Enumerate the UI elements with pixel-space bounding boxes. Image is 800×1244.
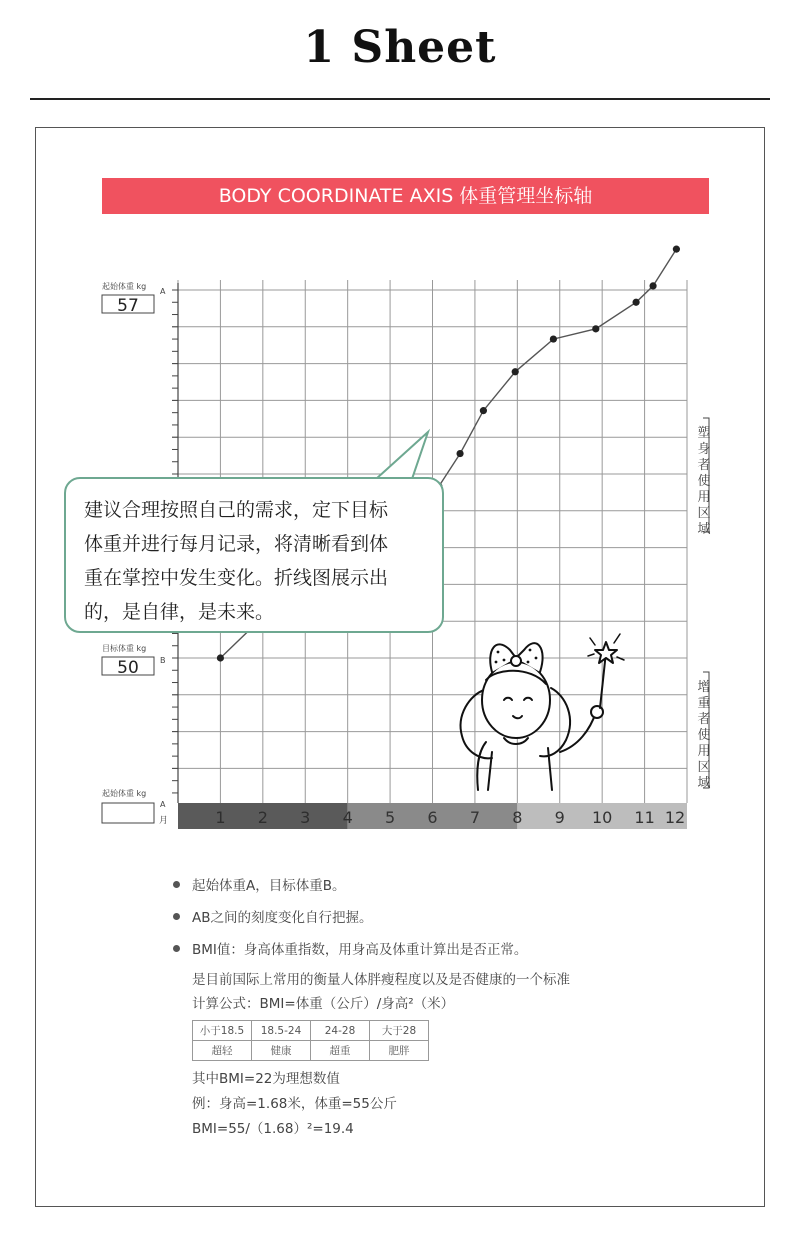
zone-char: 者 bbox=[697, 458, 711, 473]
zone-char: 使 bbox=[697, 474, 711, 489]
weight-point bbox=[456, 450, 463, 457]
weight-point bbox=[649, 282, 656, 289]
hand bbox=[591, 706, 603, 718]
bmi-range: 24-28 bbox=[311, 1021, 370, 1041]
bmi-category: 肥胖 bbox=[370, 1041, 429, 1061]
weight-point bbox=[217, 654, 224, 661]
lower-zone-label bbox=[693, 680, 715, 792]
bmi-category: 超轻 bbox=[193, 1041, 252, 1061]
note-item bbox=[170, 936, 650, 968]
note-text: BMI值：身高体重指数，用身高及体重计算出是否正常。 bbox=[192, 942, 528, 958]
bmi-range: 小于18.5 bbox=[193, 1021, 252, 1041]
bullet-dot bbox=[173, 881, 180, 888]
note-text: 起始体重A，目标体重B。 bbox=[192, 878, 346, 894]
zone-char: 域 bbox=[697, 776, 711, 791]
weight-point bbox=[550, 335, 557, 342]
month-tick-label: 1 bbox=[215, 808, 226, 827]
bottom-weight-label: 起始体重 kg bbox=[102, 789, 147, 798]
bullet-dot bbox=[173, 945, 180, 952]
month-tick-label: 12 bbox=[664, 808, 686, 827]
face bbox=[482, 662, 550, 738]
bmi-formula: 计算公式：BMI=体重（公斤）/身高²（米） bbox=[192, 996, 455, 1012]
zone-char: 者 bbox=[697, 712, 711, 727]
zone-char: 域 bbox=[697, 522, 711, 537]
month-tick-label: 5 bbox=[384, 808, 396, 827]
zone-char: 用 bbox=[697, 490, 711, 505]
month-tick-label: 8 bbox=[512, 808, 523, 827]
zone-char: 塑 bbox=[697, 426, 711, 441]
bmi-example: 例：身高=1.68米，体重=55公斤 bbox=[192, 1096, 397, 1112]
arm-left bbox=[477, 742, 486, 790]
zone-char: 区 bbox=[697, 506, 711, 521]
zone-char: 增 bbox=[697, 680, 711, 695]
bmi-ideal: 其中BMI=22为理想数值 bbox=[192, 1071, 340, 1087]
month-tick-label: 6 bbox=[427, 808, 438, 827]
bubble-line: 的，是自律，是未来。 bbox=[84, 601, 275, 623]
month-tick-label: 3 bbox=[300, 808, 311, 827]
bubble-line: 建议合理按照自己的需求，定下目标 bbox=[84, 499, 389, 521]
bmi-category: 超重 bbox=[311, 1041, 370, 1061]
month-tick-label: 9 bbox=[554, 808, 565, 827]
zone-char: 用 bbox=[697, 744, 711, 759]
start-weight-label: 起始体重 kg bbox=[102, 282, 147, 291]
month-tick-label: 7 bbox=[469, 808, 481, 827]
month-tick-label: 11 bbox=[634, 808, 655, 827]
axis-letter-b: B bbox=[160, 656, 166, 665]
axis-letter-a-top: A bbox=[160, 287, 166, 296]
zone-char: 区 bbox=[697, 760, 711, 775]
notes-section bbox=[170, 872, 650, 1142]
weight-point bbox=[673, 246, 680, 253]
bmi-table bbox=[192, 1020, 429, 1061]
bubble-line: 体重并进行每月记录，将清晰看到体 bbox=[84, 533, 389, 555]
weight-point bbox=[480, 407, 487, 414]
note-item bbox=[170, 872, 650, 904]
bmi-calculation: BMI=55/（1.68）²=19.4 bbox=[192, 1121, 354, 1137]
bubble-line: 重在掌控中发生变化。折线图展示出 bbox=[84, 567, 389, 589]
bmi-standard: 是目前国际上常用的衡量人体胖瘦程度以及是否健康的一个标准 bbox=[192, 972, 570, 988]
weight-point bbox=[512, 368, 519, 375]
target-weight-label: 目标体重 kg bbox=[102, 644, 147, 653]
month-tick-label: 4 bbox=[342, 808, 353, 827]
bullet-dot bbox=[173, 913, 180, 920]
month-tick-label: 2 bbox=[257, 808, 268, 827]
upper-zone-label bbox=[693, 426, 715, 538]
bmi-category: 健康 bbox=[252, 1041, 311, 1061]
month-tick-label: 10 bbox=[591, 808, 613, 827]
advice-bubble bbox=[64, 477, 444, 633]
zone-char: 重 bbox=[697, 696, 711, 711]
weight-point bbox=[592, 325, 599, 332]
bottom-weight-box bbox=[102, 803, 154, 823]
table-row bbox=[193, 1041, 429, 1061]
bmi-range: 18.5-24 bbox=[252, 1021, 311, 1041]
zone-char: 使 bbox=[697, 728, 711, 743]
month-unit: 月 bbox=[159, 816, 169, 826]
bow-knot bbox=[511, 656, 521, 666]
zone-char: 身 bbox=[697, 442, 711, 457]
girl-illustration bbox=[461, 634, 624, 790]
axis-letter-a-bottom: A bbox=[160, 800, 166, 809]
bmi-range: 大于28 bbox=[370, 1021, 429, 1041]
note-item bbox=[170, 904, 650, 936]
page-title: 1 Sheet bbox=[303, 22, 497, 73]
table-row bbox=[193, 1021, 429, 1041]
weight-point bbox=[633, 299, 640, 306]
start-weight-value: 57 bbox=[117, 296, 139, 316]
target-weight-value: 50 bbox=[117, 658, 139, 678]
chart-banner: BODY COORDINATE AXIS 体重管理坐标轴 bbox=[102, 178, 709, 214]
note-text: AB之间的刻度变化自行把握。 bbox=[192, 910, 373, 926]
